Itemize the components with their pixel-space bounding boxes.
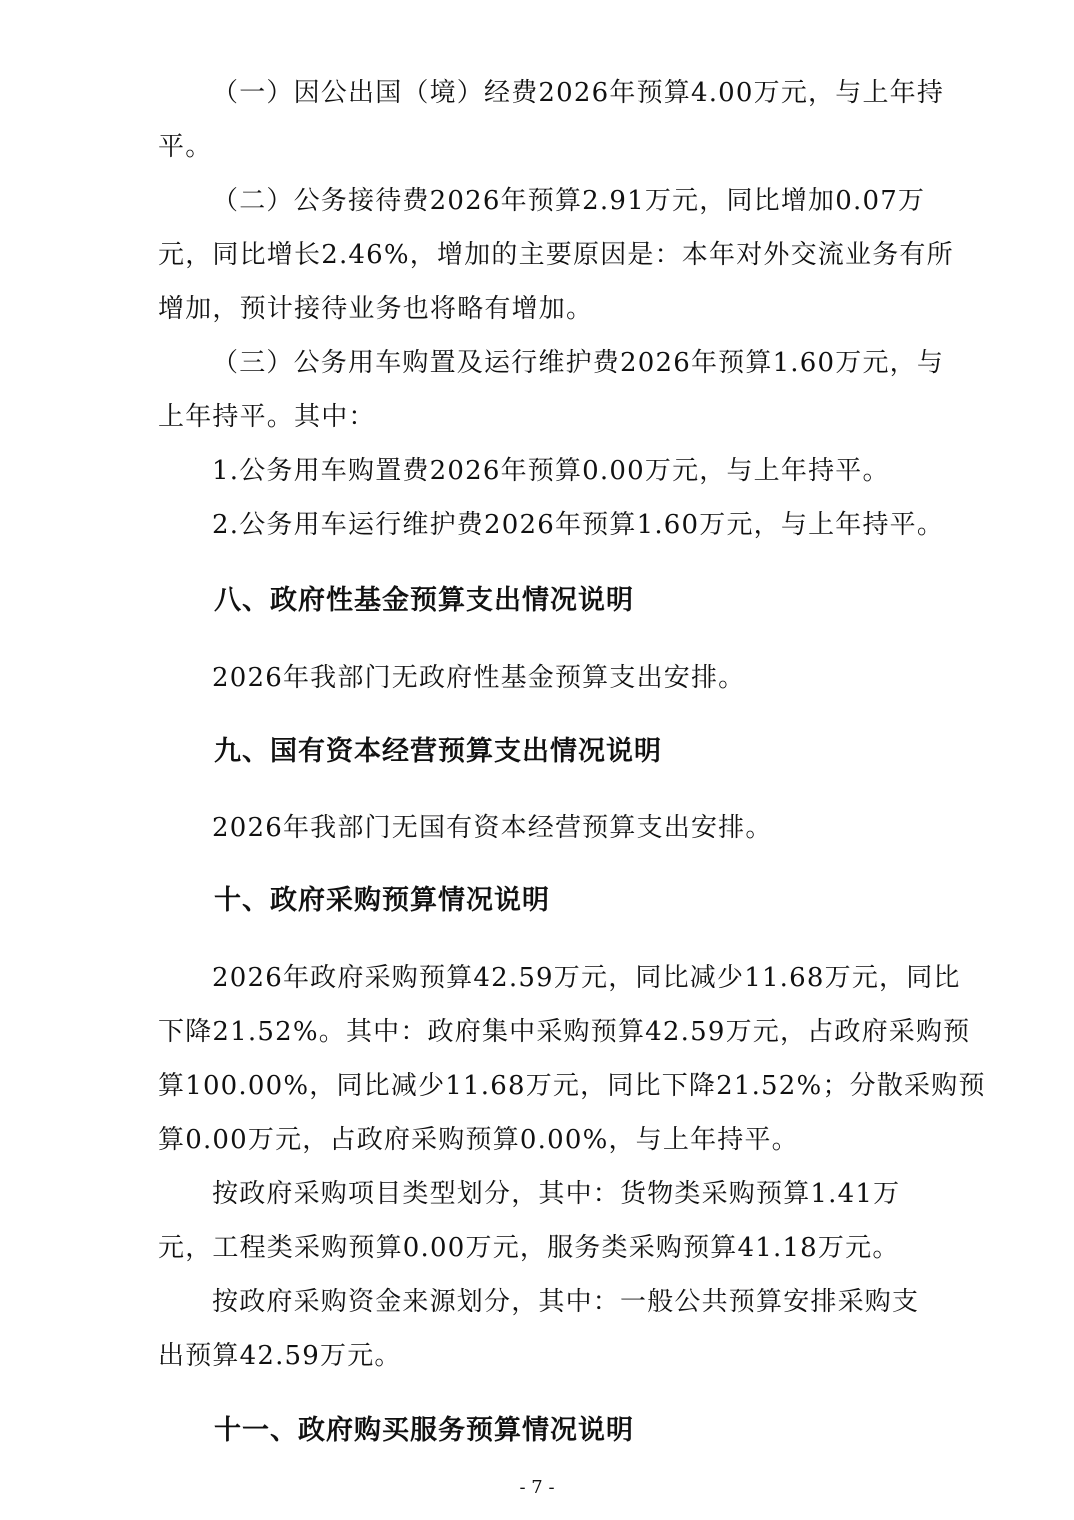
paragraph-line: 1.公务用车购置费2026年预算0.00万元，与上年持平。 [212,456,890,486]
section-heading-10: 十、政府采购预算情况说明 [214,885,550,916]
section-heading-8: 八、政府性基金预算支出情况说明 [214,585,634,616]
page-number: - 7 - [519,1477,555,1498]
section-heading-11: 十一、政府购买服务预算情况说明 [214,1415,634,1446]
paragraph-line: 算100.00%，同比减少11.68万元，同比下降21.52%；分散采购预 [158,1071,986,1101]
paragraph-line: 元，同比增长2.46%，增加的主要原因是：本年对外交流业务有所 [158,240,954,270]
paragraph-line: 按政府采购项目类型划分，其中：货物类采购预算1.41万 [212,1179,901,1209]
paragraph-line: 2026年我部门无国有资本经营预算支出安排。 [212,813,773,843]
paragraph-line: （一）因公出国（境）经费2026年预算4.00万元，与上年持 [212,78,945,108]
paragraph-line: 算0.00万元，占政府采购预算0.00%，与上年持平。 [158,1125,799,1155]
paragraph-line: （二）公务接待费2026年预算2.91万元，同比增加0.07万 [212,186,926,216]
paragraph-line: 平。 [158,132,213,162]
paragraph-line: 出预算42.59万元。 [158,1341,402,1371]
paragraph-line: 下降21.52%。其中：政府集中采购预算42.59万元，占政府采购预 [158,1017,971,1047]
paragraph-line: 元，工程类采购预算0.00万元，服务类采购预算41.18万元。 [158,1233,900,1263]
paragraph-line: 2026年政府采购预算42.59万元，同比减少11.68万元，同比 [212,963,961,993]
section-heading-9: 九、国有资本经营预算支出情况说明 [214,736,662,767]
paragraph-line: 2.公务用车运行维护费2026年预算1.60万元，与上年持平。 [212,510,945,540]
paragraph-line: （三）公务用车购置及运行维护费2026年预算1.60万元，与 [212,348,945,378]
paragraph-line: 增加，预计接待业务也将略有增加。 [158,294,594,324]
paragraph-line: 上年持平。其中： [158,402,376,432]
paragraph-line: 2026年我部门无政府性基金预算支出安排。 [212,663,746,693]
paragraph-line: 按政府采购资金来源划分，其中：一般公共预算安排采购支 [212,1287,920,1317]
